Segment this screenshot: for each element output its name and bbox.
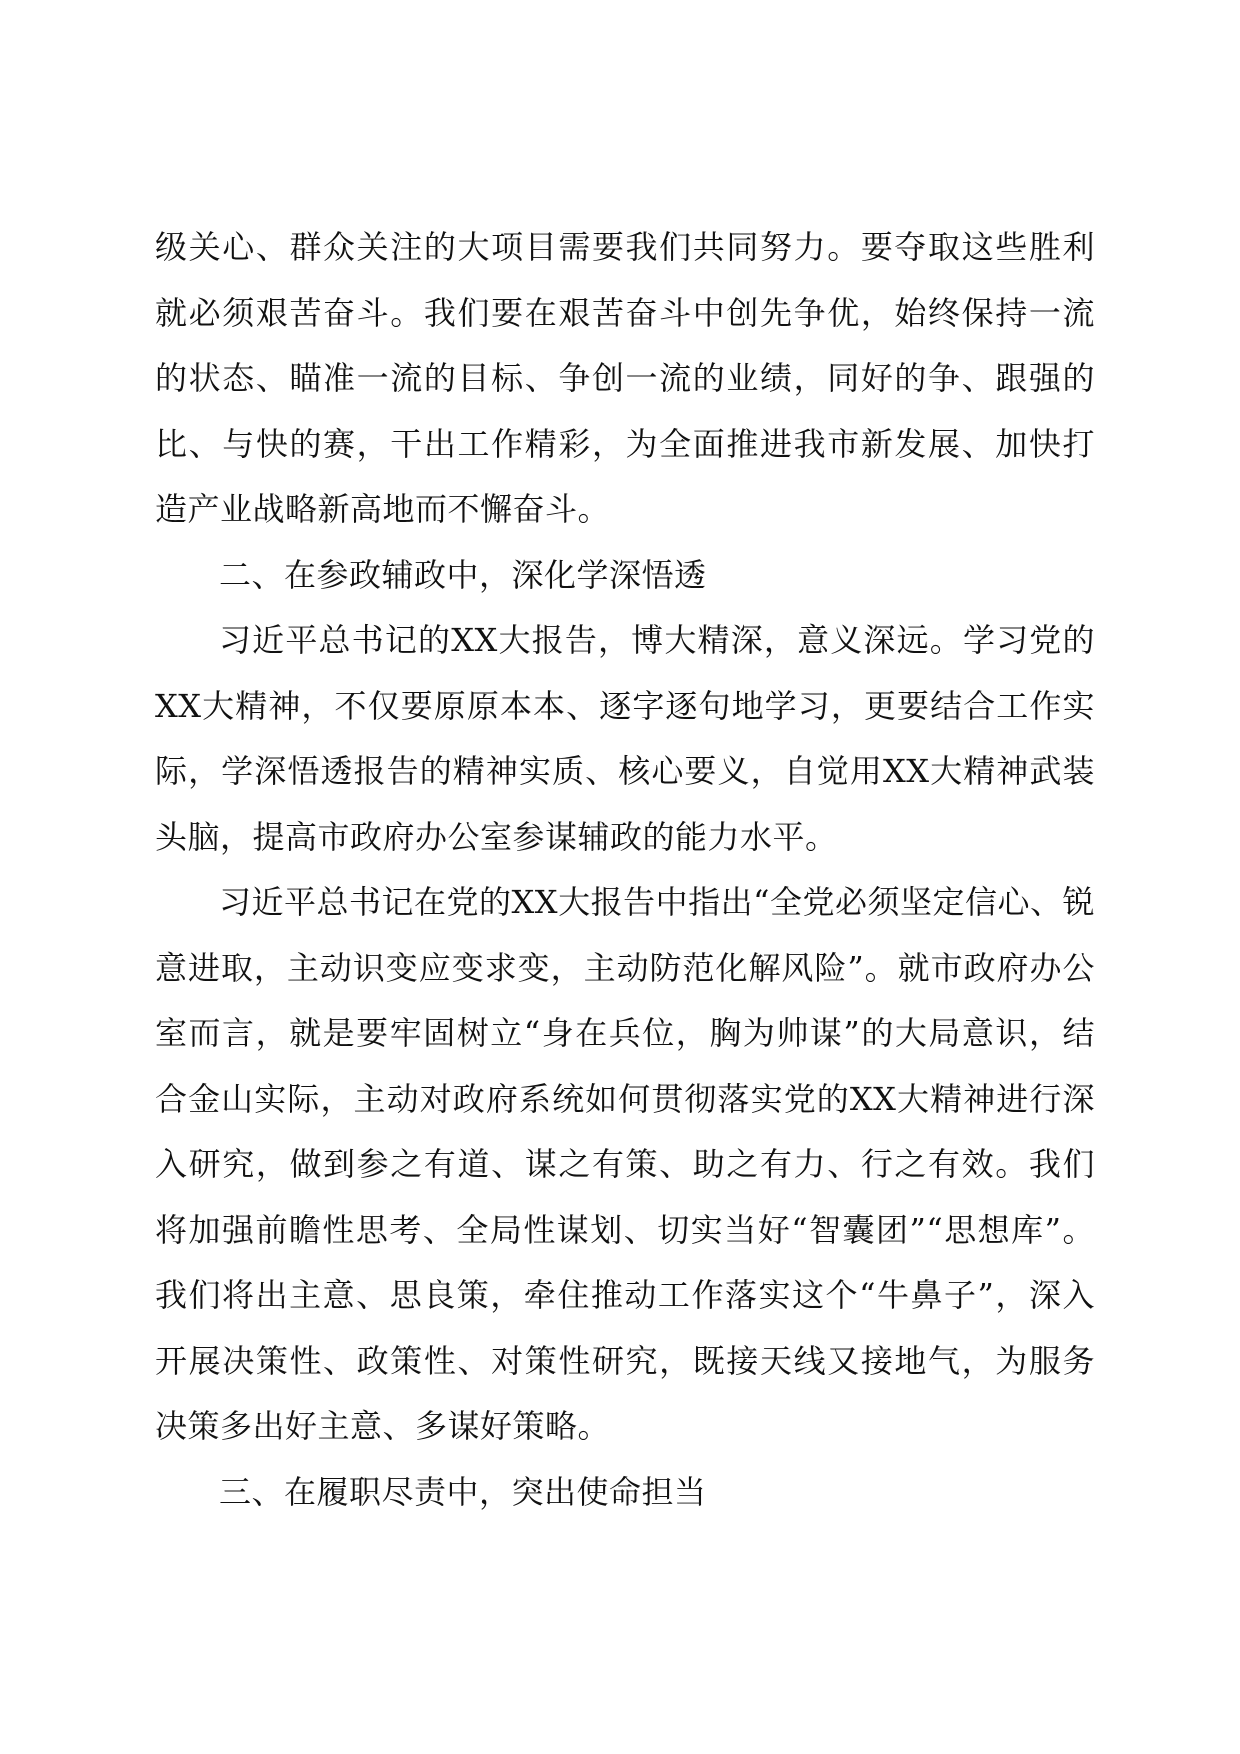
paragraph-continuation: 级关心、群众关注的大项目需要我们共同努力。要夺取这些胜利就必须艰苦奋斗。我们要在艰苦奋斗中创先争优，始终保持一流的状态、瞄准一流的目标、争创一流的业绩，同好的争、跟强的比、与快的赛，干出工作精彩，为全面推进我市新发展、加快打造产业战略新高地而不懈奋斗。 (155, 228, 1095, 528)
section-heading-two: 二、在参政辅政中，深化学深悟透 (219, 555, 707, 594)
section-heading-three: 三、在履职尽责中，突出使命担当 (219, 1472, 707, 1511)
paragraph-study-report: 习近平总书记的XX大报告，博大精深，意义深远。学习党的XX大精神，不仅要原原本本、逐字逐句地学习，更要结合工作实际，学深悟透报告的精神实质、核心要义，自觉用XX大精神武装头脑，提高市政府办公室参谋辅政的能力水平。 (155, 621, 1095, 856)
document-body (155, 215, 1095, 1525)
paragraph-report-quote: 习近平总书记在党的XX大报告中指出“全党必须坚定信心、锐意进取，主动识变应变求变，主动防范化解风险”。就市政府办公室而言，就是要牢固树立“身在兵位，胸为帅谋”的大局意识，结合金山实际，主动对政府系统如何贯彻落实党的XX大精神进行深入研究，做到参之有道、谋之有策、助之有力、行之有效。我们将加强前瞻性思考、全局性谋划、切实当好“智囊团”“思想库”。我们将出主意、思良策，牵住推动工作落实这个“牛鼻子”，深入开展决策性、政策性、对策性研究，既接天线又接地气，为服务决策多出好主意、多谋好策略。 (155, 883, 1095, 1445)
